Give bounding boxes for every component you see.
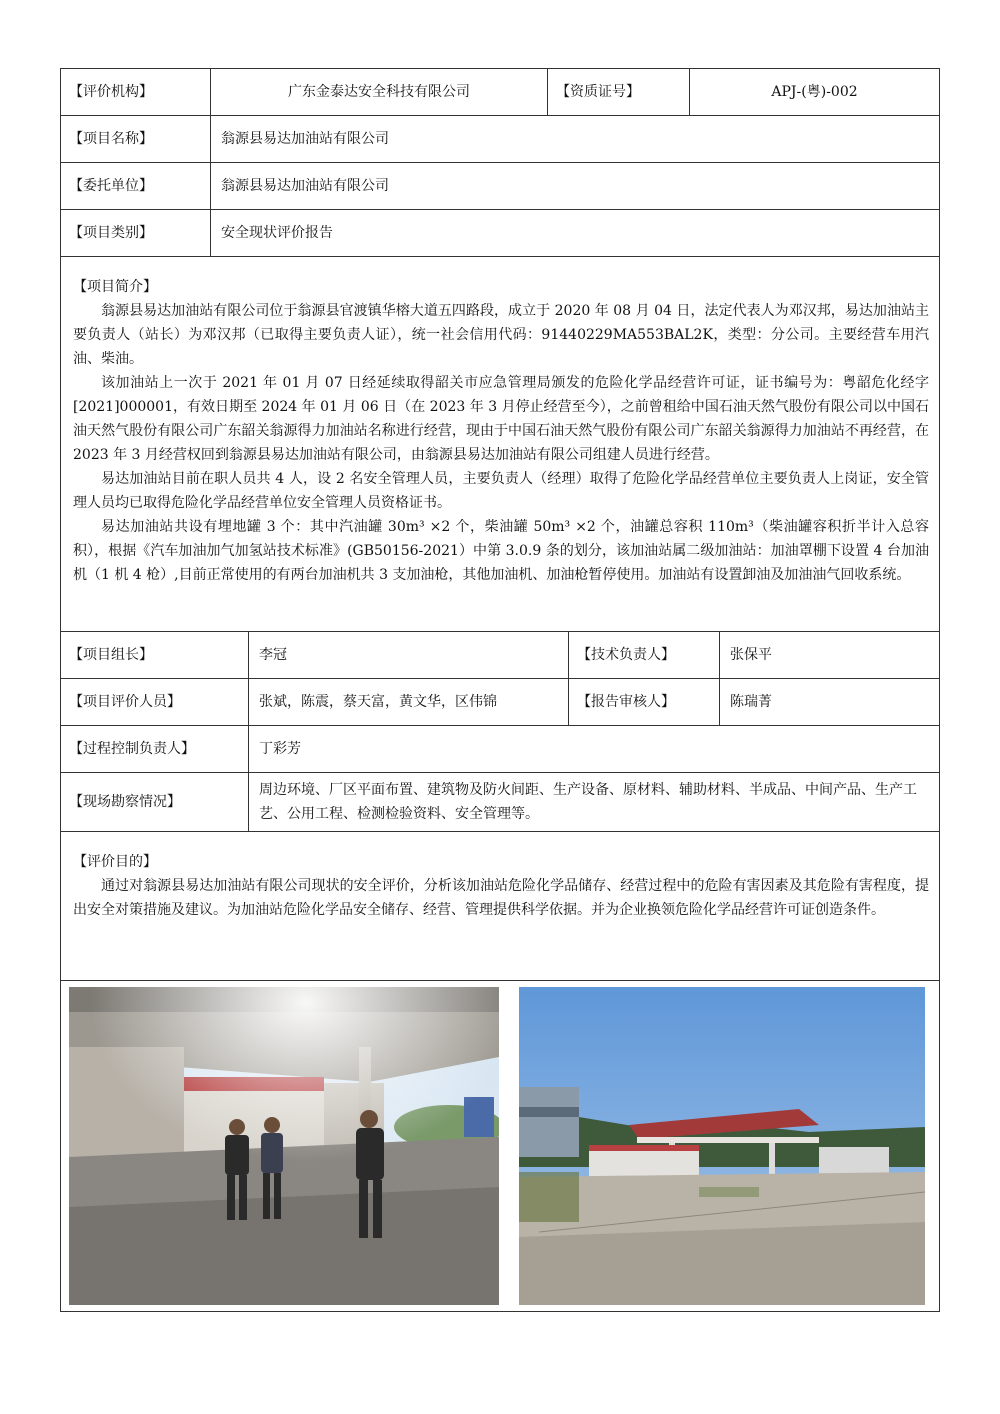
category-label: 【项目类别】 [61, 210, 211, 257]
report-sheet [60, 68, 939, 1312]
qualification-value: APJ-(粤)-002 [690, 69, 940, 116]
leader-label: 【项目组长】 [61, 632, 249, 679]
evaluation-org-label: 【评价机构】 [61, 69, 211, 116]
client-value: 翁源县易达加油站有限公司 [211, 163, 940, 210]
site-photo-station [519, 987, 925, 1305]
category-value: 安全现状评价报告 [211, 210, 940, 257]
row-category [61, 210, 940, 257]
intro-paragraph: 该加油站上一次于 2021 年 01 月 07 日经延续取得韶关市应急管理局颁发的危险化学品经营许可证，证书编号为：粤韶危化经字[2021]000001，有效日期至 2024 年 01 月 06 日（在 2023 年 3 月停止经营至今），之前曾租给中国石油天然气股份有限公司以中国石油天然气股份有限公司广东韶关翁源得力加油站名称进行经营，现由于中国石油天然气股份有限公司广东韶关翁源得力加油站不再经营，在 2023 年 3 月经营权回到翁源县易达加油站有限公司，由翁源县易达加油站有限公司组建人员进行经营。 [73, 375, 930, 463]
info-table [60, 68, 940, 1312]
site-photo-staff [69, 987, 499, 1305]
row-intro [61, 257, 940, 632]
purpose-heading: 【评价目的】 [73, 854, 157, 870]
row-client [61, 163, 940, 210]
survey-label: 【现场勘察情况】 [61, 773, 249, 832]
project-name-value: 翁源县易达加油站有限公司 [211, 116, 940, 163]
row-process [61, 726, 940, 773]
evaluators-value: 张斌，陈震，蔡天富，黄文华，区伟锦 [249, 679, 569, 726]
row-leader [61, 632, 940, 679]
client-label: 【委托单位】 [61, 163, 211, 210]
row-evaluation-org [61, 69, 940, 116]
intro-paragraph: 易达加油站共设有埋地罐 3 个：其中汽油罐 30m³ ×2 个，柴油罐 50m³ ×2 个，油罐总容积 110m³（柴油罐容积折半计入总容积），根据《汽车加油加气加氢站技术标准》(GB50156-2021）中第 3.0.9 条的划分，该加油站属二级加油站：加油罩棚下设置 4 台加油机（1 机 4 枪）,目前正常使用的有两台加油机共 3 支加油枪，其他加油机、加油枪暂停使用。加油站有设置卸油及加油油气回收系统。 [73, 519, 930, 583]
intro-block [61, 257, 940, 632]
intro-paragraph: 易达加油站目前在职人员共 4 人，设 2 名安全管理人员，主要负责人（经理）取得了危险化学品经营单位主要负责人上岗证，安全管理人员均已取得危险化学品经营单位安全管理人员资格证书。 [73, 471, 930, 511]
row-survey [61, 773, 940, 832]
photo-cell [61, 981, 940, 1312]
intro-paragraph: 翁源县易达加油站有限公司位于翁源县官渡镇华榕大道五四路段，成立于 2020 年 08 月 04 日，法定代表人为邓汉邦，易达加油站主要负责人（站长）为邓汉邦（已取得主要负责人证），统一社会信用代码：91440229MA553BAL2K，类型：分公司。主要经营车用汽油、柴油。 [73, 303, 930, 367]
survey-value: 周边环境、厂区平面布置、建筑物及防火间距、生产设备、原材料、辅助材料、半成品、中间产品、生产工艺、公用工程、检测检验资料、安全管理等。 [249, 773, 940, 832]
leader-value: 李冠 [249, 632, 569, 679]
purpose-block [61, 832, 940, 981]
evaluation-org-value: 广东金泰达安全科技有限公司 [211, 69, 548, 116]
row-project-name [61, 116, 940, 163]
reviewer-label: 【报告审核人】 [569, 679, 720, 726]
purpose-text: 通过对翁源县易达加油站有限公司现状的安全评价，分析该加油站危险化学品储存、经营过程中的危险有害因素及其危险有害程度，提出安全对策措施及建议。为加油站危险化学品安全储存、经营、管理提供科学依据。并为企业换领危险化学品经营许可证创造条件。 [73, 878, 930, 918]
process-value: 丁彩芳 [249, 726, 940, 773]
row-evaluators [61, 679, 940, 726]
process-label: 【过程控制负责人】 [61, 726, 249, 773]
row-purpose [61, 832, 940, 981]
qualification-label: 【资质证号】 [548, 69, 690, 116]
row-photos [61, 981, 940, 1312]
evaluators-label: 【项目评价人员】 [61, 679, 249, 726]
intro-heading: 【项目简介】 [73, 279, 157, 295]
tech-lead-value: 张保平 [720, 632, 940, 679]
reviewer-value: 陈瑞菁 [720, 679, 940, 726]
tech-lead-label: 【技术负责人】 [569, 632, 720, 679]
project-name-label: 【项目名称】 [61, 116, 211, 163]
